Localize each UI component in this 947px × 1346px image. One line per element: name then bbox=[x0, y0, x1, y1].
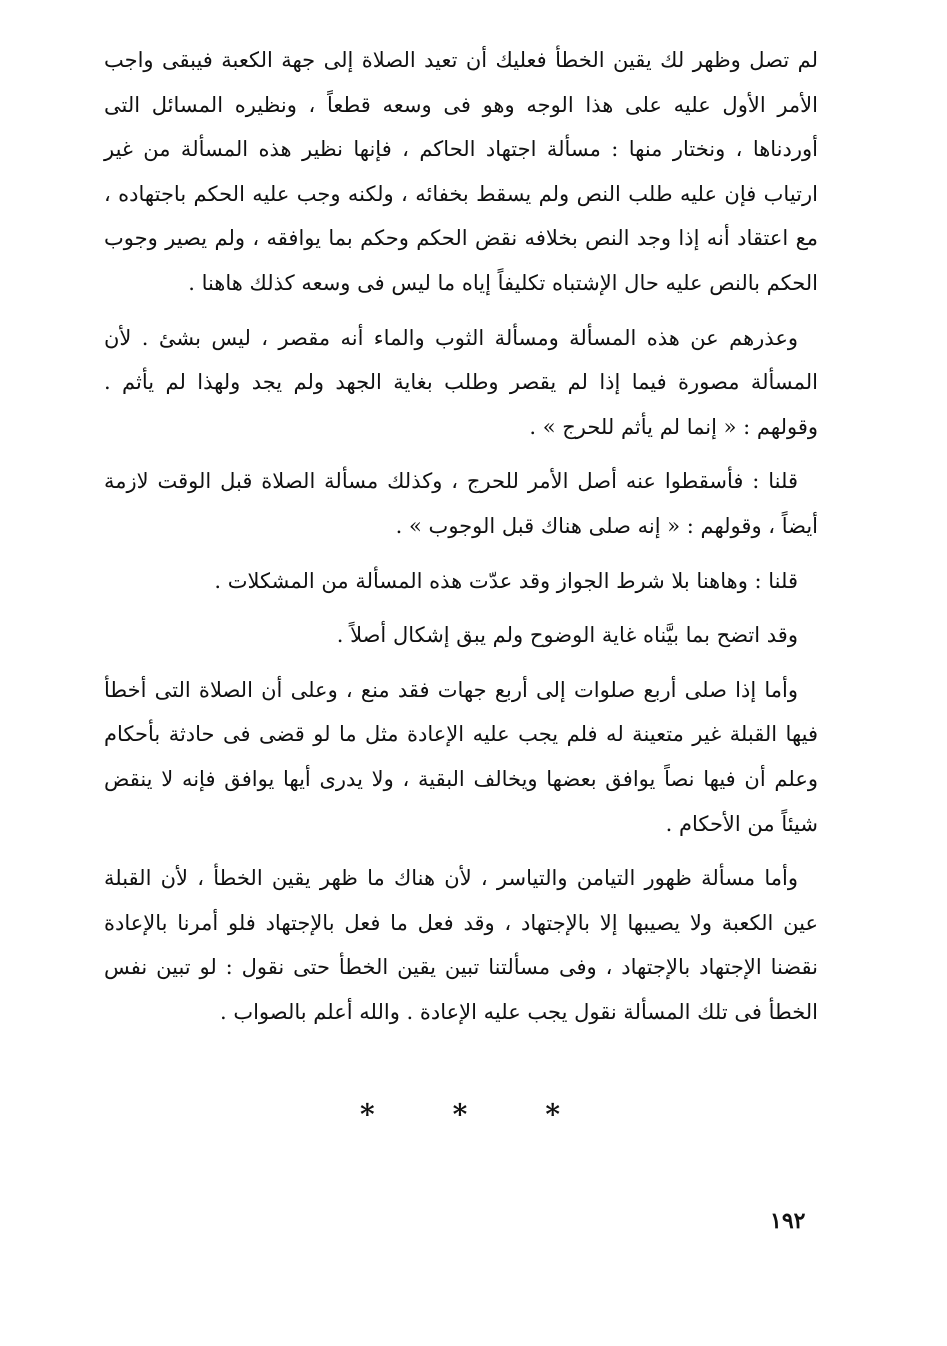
paragraph-6: وأما إذا صلى أربع صلوات إلى أربع جهات فقد منع ، وعلى أن الصلاة التى أخطأ فيها القبلة غير متعينة له فلم يجب عليه الإعادة مثل ما لو قضى فى حادثة بأحكام وعلم أن فيها نصاً يوافق بعضها ويخالف البقية ، ولا يدرى أيها يوافق فإنه لا ينقض شيئاً من الأحكام . bbox=[104, 677, 819, 836]
paragraph-5: وقد اتضح بما بيَّناه غاية الوضوح ولم يبق إشكال أصلاً . bbox=[336, 623, 798, 648]
section-separator bbox=[360, 1098, 560, 1131]
paragraph-3: قلنا : فأسقطوا عنه أصل الأمر للحرج ، وكذلك مسألة الصلاة قبل الوقت لازمة أيضاً ، وقولهم : « إنه صلى هناك قبل الوجوب » . bbox=[104, 469, 818, 538]
paragraph-2: وعذرهم عن هذه المسألة ومسألة الثوب والماء أنه مقصر ، ليس بشئ . لأن المسألة مصورة فيما إذا لم يقصر وطلب بغاية الجهد ولم يجد ولهذا لم يأثم . وقولهم : « إنما لم يأثم للحرج » . bbox=[104, 325, 818, 439]
separator-star: * bbox=[545, 1098, 560, 1131]
paragraph-7: وأما مسألة ظهور التيامن والتياسر ، لأن هناك ما ظهر يقين الخطأ ، لأن القبلة عين الكعبة ولا يصيبها إلا بالإجتهاد ، وقد فعل ما فعل بالإجتهاد فلو أمرنا بالإعادة نقضنا الإجتهاد بالإجتهاد ، وفى مسألتنا تبين يقين الخطأ حتى نقول : لو تبين نفس الخطأ فى تلك المسألة نقول يجب عليه الإعادة . والله أعلم بالصواب . bbox=[104, 866, 818, 1024]
separator-star: * bbox=[360, 1098, 375, 1131]
paragraph-1: لم تصل وظهر لك يقين الخطأ فعليك أن تعيد الصلاة إلى جهة الكعبة فيبقى واجب الأمر الأول عليه على هذا الوجه وهو فى وسعه قطعاً ، ونظيره المسائل التى أوردناها ، ونختار منها : مسألة اجتهاد الحاكم ، فإنها نظير هذه المسألة من غير ارتياب فإن عليه طلب النص ولم يسقط بخفائه ، ولكنه وجب عليه الحكم باجتهاده ، مع اعتقاد أنه إذا وجد النص بخلافه نقض الحكم وحكم بما يوافقه ، ولم يصير وجوب الحكم بالنص عليه حال الإشتباه تكليفاً إياه ما ليس فى وسعه كذلك هاهنا . bbox=[104, 48, 818, 295]
separator-star: * bbox=[452, 1098, 468, 1131]
page-body bbox=[104, 38, 818, 1044]
paragraph-4: قلنا : وهاهنا بلا شرط الجواز وقد عدّت هذه المسألة من المشكلات . bbox=[214, 568, 798, 593]
page-number: ١٩٢ bbox=[770, 1208, 806, 1234]
